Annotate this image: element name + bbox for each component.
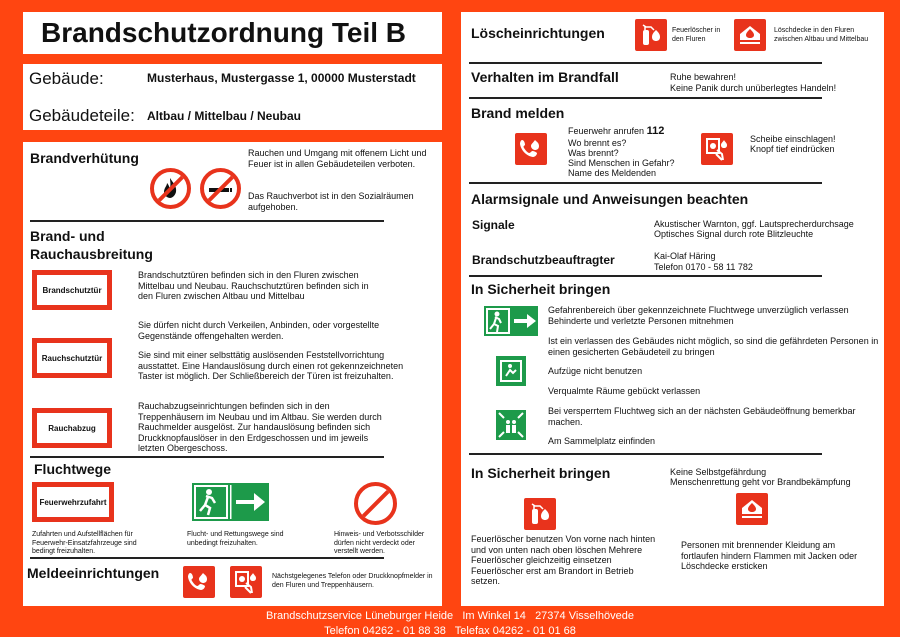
page-title: Brandschutzordnung Teil B: [41, 17, 407, 48]
signals-heading: Alarmsignale und Anweisungen beachten: [471, 191, 749, 207]
safety-text-6: Am Sammelplatz einfinden: [548, 436, 656, 446]
fire-phone-icon: [183, 566, 215, 598]
report-question-3: Sind Menschen in Gefahr?: [568, 158, 675, 168]
divider: [30, 456, 384, 458]
fire-lane-sign: Feuerwehrzufahrt: [32, 482, 114, 522]
fire-phone-icon: [515, 133, 547, 165]
safety-text-1: Gefahrenbereich über gekennzeichnete Fluchtwege unverzüglich verlassen Behinderte und verletzte Personen mitnehmen: [548, 305, 849, 326]
smoke-heading-line1: Brand- und: [30, 228, 105, 244]
escape-heading: Fluchtwege: [34, 461, 112, 477]
safety2-right-text: Personen mit brennender Kleidung am fortlaufen hindern Flammen mit Jacken oder Löschdecke ersticken: [681, 540, 858, 571]
safety-text-5: Bei versperrtem Fluchtweg sich an der nächsten Gebäudeöffnung bemerkbar machen.: [548, 406, 856, 427]
prevention-text-2: Das Rauchverbot ist in den Sozialräumen aufgehoben.: [248, 191, 414, 212]
title-panel: [23, 12, 442, 54]
behavior-line-1: Ruhe bewahren!: [670, 72, 737, 82]
smoke-text-3: Sie sind mit einer selbsttätig auslösenden Feststellvorrichtung ausstattet. Eine Handauslösung durch einen rot gekennzeichneten Taster ist möglich. Der Schließbereich der Türen ist freizuhalten.: [138, 350, 404, 381]
report-question-1: Wo brennt es?: [568, 138, 627, 148]
escape-caption-1: Zufahrten und Aufstellflächen für Feuerwehr-Einsatzfahrzeuge sind bedingt freizuhalten.: [32, 531, 137, 555]
escape-caption-3: Hinweis- und Verbotsschilder dürfen nicht verdeckt oder verstellt werden.: [334, 531, 425, 555]
smoke-text-2: Sie dürfen nicht durch Verkeilen, Anbinden, oder vorgestellte Gegenstände offengehalten werden.: [138, 320, 380, 341]
safety-text-2: Ist ein verlassen des Gebäudes nicht möglich, so sind die gefährdeten Personen in einen gesicherten Gebäudeteil zu bringen: [548, 336, 879, 357]
extinguishing-item-2: Löschdecke in den Fluren zwischen Altbau und Mittelbau: [774, 27, 869, 43]
alarm-devices-heading: Meldeeinrichtungen: [27, 565, 160, 581]
alarm-button-icon: [701, 133, 733, 165]
officer-phone: Telefon 0170 - 58 11 782: [654, 262, 753, 272]
alarm-devices-text: Nächstgelegenes Telefon oder Druckknopfmelder in den Fluren und Treppenhäusern.: [272, 573, 433, 589]
report-call-label: Feuerwehr anrufen: [568, 126, 645, 136]
signals-line-1: Akustischer Warnton, ggf. Lautsprecherdurchsage: [654, 219, 854, 229]
building-panel: [23, 64, 442, 130]
prevention-heading: Brandverhütung: [30, 150, 139, 166]
fire-extinguisher-icon: [635, 19, 667, 51]
no-fire-icon: [150, 168, 191, 209]
building-parts-value: Altbau / Mittelbau / Neubau: [147, 109, 302, 123]
safety2-left-text: Feuerlöscher benutzen Von vorne nach hinten und von unten nach oben löschen Mehrere Feuerlöscher gleichzeitig einsetzen Feuerlöscher erst am Brandort in Betrieb setzen.: [471, 534, 656, 586]
officer-label: Brandschutzbeauftragter: [472, 253, 615, 267]
divider: [469, 453, 822, 455]
escape-caption-2: Flucht- und Rettungswege sind unbedingt freizuhalten.: [187, 531, 284, 547]
building-value: Musterhaus, Mustergasse 1, 00000 Musterstadt: [147, 71, 416, 85]
smoke-vent-sign: Rauchabzug: [32, 408, 112, 448]
building-parts-label: Gebäudeteile:: [29, 106, 135, 125]
safety2-line-1: Keine Selbstgefährdung: [670, 467, 767, 477]
divider: [469, 182, 822, 184]
behavior-heading: Verhalten im Brandfall: [471, 69, 619, 85]
extinguishing-heading: Löscheinrichtungen: [471, 25, 605, 41]
fire-extinguisher-icon: [524, 498, 556, 530]
smoke-text-4: Rauchabzugseinrichtungen befinden sich in den Treppenhäusern im Neubau und im Altbau. Sie werden durch Rauchmelder ausgelöst. Zur handauslösung befinden sich Druckknopfauslöser in den Erdgeschossen und im jeweils letzten Obergeschoss.: [138, 401, 382, 453]
button-text-1: Scheibe einschlagen!: [750, 134, 836, 144]
no-smoking-icon: [200, 168, 241, 209]
alarm-button-icon: [230, 566, 262, 598]
footer-line-1: Brandschutzservice Lüneburger Heide Im Winkel 14 27374 Visselhövede: [266, 610, 634, 622]
divider: [30, 557, 384, 559]
assembly-point-icon: [496, 410, 526, 440]
report-question-4: Name des Meldenden: [568, 168, 657, 178]
signals-label: Signale: [472, 218, 515, 232]
left-main-panel: [23, 142, 442, 606]
footer-line-2: Telefon 04262 - 01 88 38 Telefax 04262 - 01 01 68: [324, 625, 576, 637]
smoke-heading-line2: Rauchausbreitung: [30, 246, 153, 262]
emergency-number: 112: [646, 125, 665, 137]
divider: [469, 275, 822, 277]
smoke-text-1: Brandschutztüren befinden sich in den Fluren zwischen Mittelbau und Neubau. Rauchschutztüren befinden sich in den Fluren zwischen Altbau und Mittelbau: [138, 270, 369, 301]
emergency-exit-icon: [484, 306, 538, 336]
fire-blanket-icon: [734, 19, 766, 51]
safety2-line-2: Menschenrettung geht vor Brandbekämpfung: [670, 477, 851, 487]
report-heading: Brand melden: [471, 105, 565, 121]
report-question-2: Was brennt?: [568, 148, 619, 158]
prohibition-icon: [354, 482, 397, 525]
emergency-exit-sign: [191, 482, 270, 522]
smoke-door-sign: Rauchschutztür: [32, 338, 112, 378]
extinguishing-item-1: Feuerlöscher in den Fluren: [672, 27, 721, 43]
officer-name: Kai-Olaf Häring: [654, 251, 716, 261]
divider: [30, 220, 384, 222]
fire-door-sign: Brandschutztür: [32, 270, 112, 310]
divider: [469, 97, 822, 99]
elevator-icon: [496, 356, 526, 386]
prevention-text-1: Rauchen und Umgang mit offenem Licht und Feuer ist in allen Gebäudeteilen verboten.: [248, 148, 427, 169]
behavior-line-2: Keine Panik durch unüberlegtes Handeln!: [670, 83, 837, 93]
building-label: Gebäude:: [29, 69, 104, 88]
right-main-panel: [461, 12, 884, 606]
safety-text-3: Aufzüge nicht benutzen: [548, 366, 643, 376]
signals-line-2: Optisches Signal durch rote Blitzleuchte: [654, 229, 814, 239]
fire-blanket-icon: [736, 493, 768, 525]
button-text-2: Knopf tief eindrücken: [750, 144, 835, 154]
safety-heading: In Sicherheit bringen: [471, 281, 611, 297]
safety-text-4: Verqualmte Räume gebückt verlassen: [548, 386, 701, 396]
report-call: [568, 126, 664, 137]
safety2-heading: In Sicherheit bringen: [471, 465, 611, 481]
divider: [469, 62, 822, 64]
